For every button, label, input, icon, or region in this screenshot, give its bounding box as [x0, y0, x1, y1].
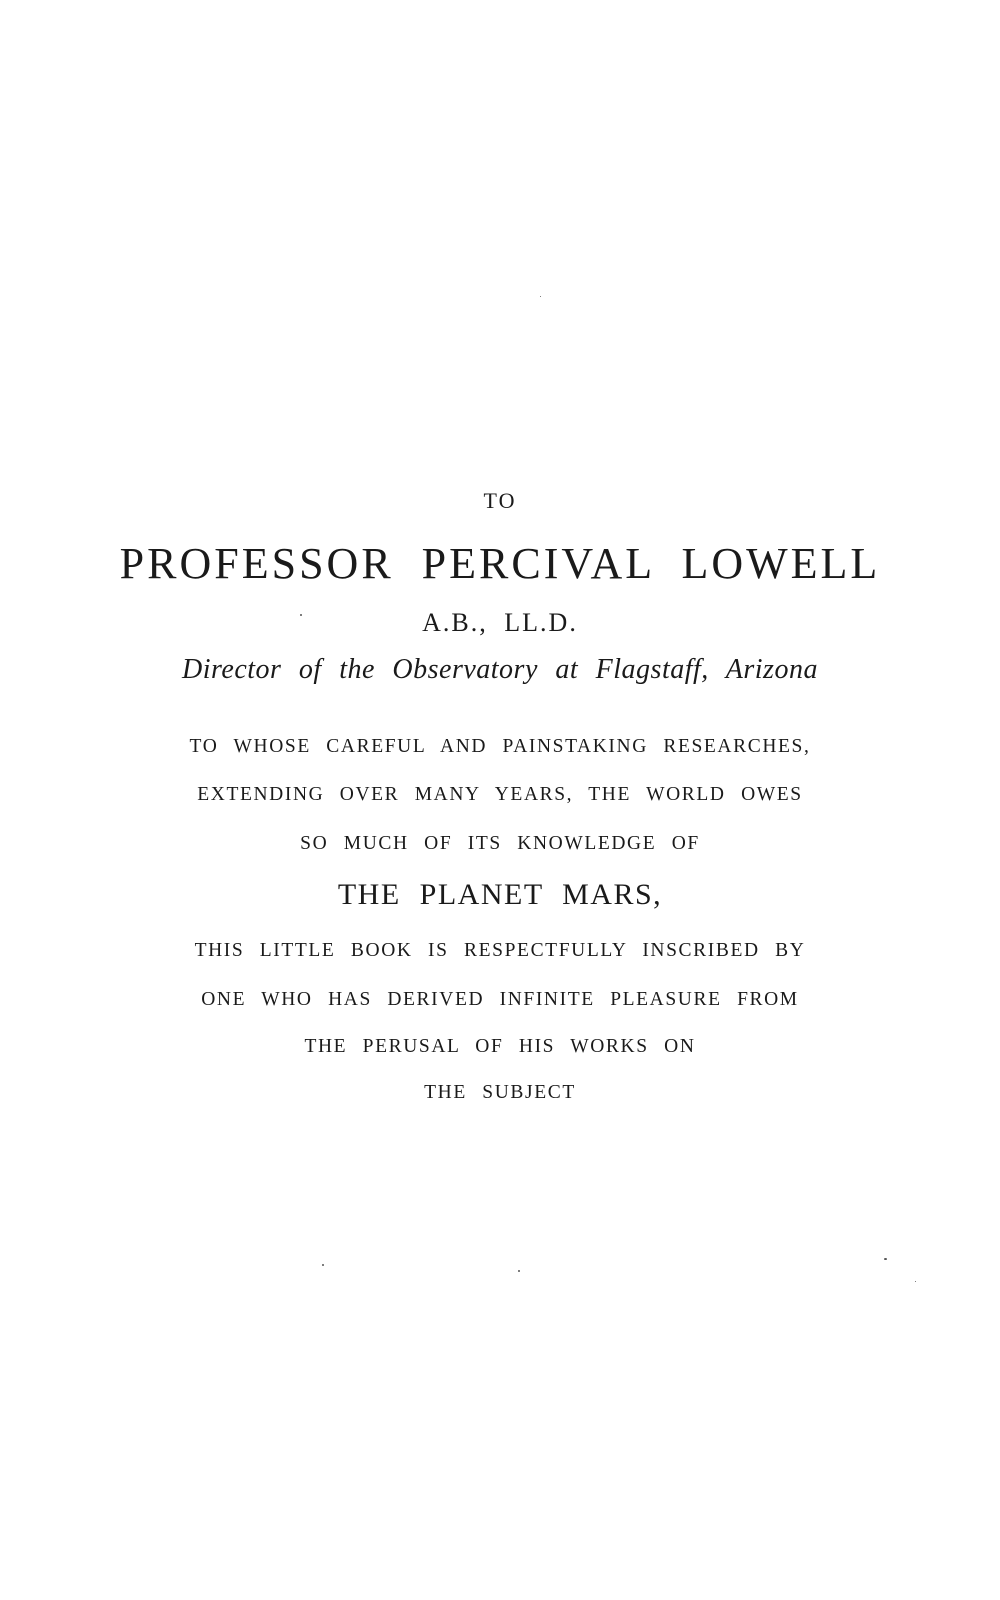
dedicatee-degrees: A.B., LL.D.	[422, 608, 578, 637]
dedication-closing-line-4: THE SUBJECT	[424, 1082, 576, 1103]
dedication-line-2: EXTENDING OVER MANY YEARS, THE WORLD OWES	[197, 784, 803, 805]
dedicatee-name: PROFESSOR PERCIVAL LOWELL	[119, 539, 881, 588]
dedication-subject: THE PLANET MARS,	[337, 878, 663, 911]
print-speck	[322, 1264, 324, 1266]
dedication-closing-line-3: THE PERUSAL OF HIS WORKS ON	[304, 1036, 696, 1057]
print-speck	[518, 1270, 520, 1272]
dedication-line-3: SO MUCH OF ITS KNOWLEDGE OF	[300, 833, 700, 854]
dedication-closing-line-1: THIS LITTLE BOOK IS RESPECTFULLY INSCRIBED BY	[194, 940, 806, 961]
dedicatee-title: Director of the Observatory at Flagstaff, Arizona	[182, 654, 818, 685]
dedication-closing-line-2: ONE WHO HAS DERIVED INFINITE PLEASURE FROM	[201, 989, 799, 1010]
print-speck	[884, 1258, 887, 1260]
dedication-line-1: TO WHOSE CAREFUL AND PAINSTAKING RESEARCHES,	[189, 736, 811, 757]
dedication-to-label: TO	[483, 488, 517, 513]
print-speck	[300, 614, 302, 616]
print-speck	[540, 296, 541, 297]
print-speck	[915, 1281, 916, 1282]
